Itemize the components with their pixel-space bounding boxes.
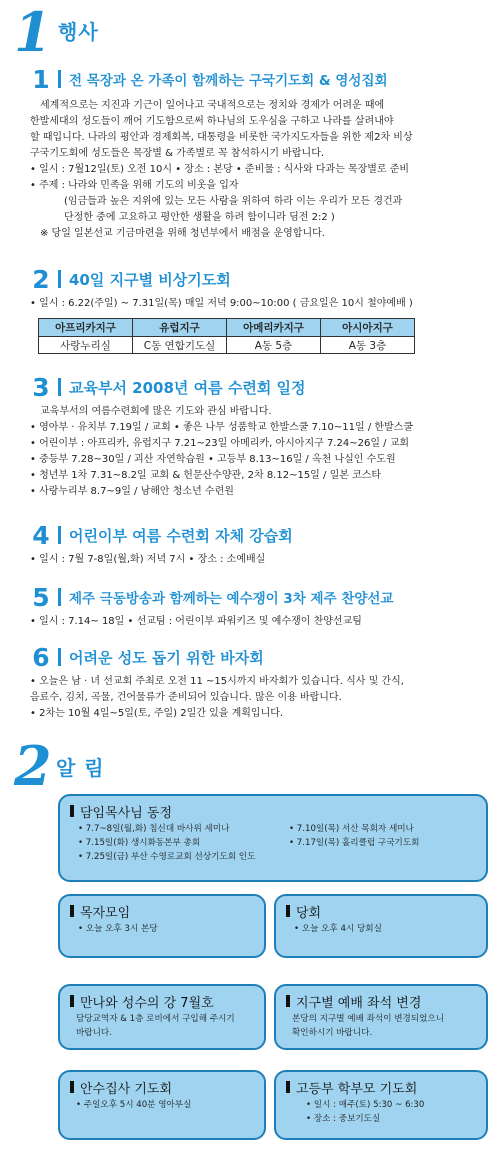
item-number: 1 xyxy=(32,64,50,94)
box-title: 만나와 성수의 강 7월호 xyxy=(80,995,214,1011)
box-bar xyxy=(70,995,74,1007)
box-line: 담당교역자 & 1층 로비에서 구입해 주시기 xyxy=(76,1014,235,1024)
detail-line: • 일시 : 7월12일(토) 오전 10시 • 장소 : 본당 • 준비물 : 식사와 다과는 목장별로 준비 xyxy=(30,164,410,175)
box-line: • 7.10일(목) 서산 목회자 세미나 xyxy=(289,824,414,834)
detail-line: • 오늘은 남 · 녀 선교회 주최로 오전 11 ~15시까지 바자회가 있습니다. 식사 및 간식, xyxy=(30,676,404,687)
section1-title: 행사 xyxy=(58,20,99,44)
table-cell: A동 3층 xyxy=(321,337,415,354)
box-line: 확인하시기 바랍니다. xyxy=(292,1028,373,1038)
item-bar xyxy=(58,70,61,88)
box-bar xyxy=(286,995,290,1007)
section2-number: 2 xyxy=(14,734,52,798)
verse-line: 단정한 중에 고요하고 평안한 생활을 하려 함이니라 딤전 2:2 ) xyxy=(64,212,335,223)
item-title: 어려운 성도 돕기 위한 바자회 xyxy=(69,648,264,667)
item-number: 3 xyxy=(32,372,50,402)
item-title: 전 목장과 온 가족이 함께하는 구국기도회 & 영성집회 xyxy=(69,73,388,89)
detail-line: • 일시 : 6.22(주일) ~ 7.31일(목) 매일 저녁 9:00~10:00 ( 금요일은 10시 철야예배 ) xyxy=(30,298,413,309)
item-title: 40일 지구별 비상기도회 xyxy=(69,270,231,289)
box-title: 안수집사 기도회 xyxy=(80,1081,173,1097)
item-number: 4 xyxy=(32,520,50,550)
box-title: 고등부 학부모 기도회 xyxy=(296,1081,418,1097)
notice-box-danghoe xyxy=(274,894,488,958)
item-title: 교육부서 2008년 여름 수련회 일정 xyxy=(69,378,306,397)
section1-number: 1 xyxy=(14,0,52,64)
event-item-2 xyxy=(30,266,490,354)
detail-line: • 주제 : 나라와 민족을 위해 기도의 비옷을 입자 xyxy=(30,180,239,191)
body-line: 교육부서의 여름수련회에 많은 기도와 관심 바랍니다. xyxy=(40,406,272,417)
item-bar xyxy=(58,270,61,288)
region-table xyxy=(38,318,415,354)
box-line: • 오늘 오후 3시 본당 xyxy=(78,924,158,934)
box-line: • 장소 : 중보기도실 xyxy=(306,1114,381,1124)
box-line: • 7.25일(금) 부산 수영로교회 선상기도회 인도 xyxy=(78,852,256,862)
body-line: 한발세대의 성도들이 깨어 기도함으로써 하나님의 도우심을 구하고 나라를 살려내야 xyxy=(30,116,394,127)
event-item-1 xyxy=(30,66,490,242)
table-header: 아시아지구 xyxy=(321,319,415,337)
item-title: 제주 극동방송과 함께하는 예수쟁이 3차 제주 찬양선교 xyxy=(69,591,394,607)
box-title: 당회 xyxy=(296,905,322,921)
body-line: 구국기도회에 성도들은 목장별 & 가족별로 꼭 참석하시기 바랍니다. xyxy=(30,148,325,159)
box-title: 지구별 예배 좌석 변경 xyxy=(296,995,422,1011)
body-line: 세계적으로는 지진과 기근이 일어나고 국내적으로는 정치와 경제가 어려운 때에 xyxy=(40,100,385,111)
detail-line: • 2차는 10월 4일~5일(토, 주일) 2일간 있을 계획입니다. xyxy=(30,708,284,719)
section2-title: 알 림 xyxy=(56,756,105,780)
box-line: • 주일오후 5시 40분 영아부실 xyxy=(76,1100,192,1110)
detail-line: • 중등부 7.28~30일 / 괴산 자연학습원 • 고등부 8.13~16일 / 옥천 나실인 수도원 xyxy=(30,454,396,465)
box-line: • 7.7~8일(월,화) 침신대 바사위 세미나 xyxy=(78,824,230,834)
box-line: • 7.15일(화) 생시화동본부 총회 xyxy=(78,838,201,848)
item-number: 6 xyxy=(32,642,50,672)
notice-box-pastor xyxy=(58,794,488,882)
box-line: 본당의 지구별 예배 좌석이 변경되었으니 xyxy=(292,1014,445,1024)
event-item-6 xyxy=(30,644,490,722)
item-number: 2 xyxy=(32,264,50,294)
box-bar xyxy=(70,1081,74,1093)
table-cell: A동 5층 xyxy=(227,337,321,354)
item-number: 5 xyxy=(32,582,50,612)
item-bar xyxy=(58,378,61,396)
item-bar xyxy=(58,526,61,544)
box-line: • 오늘 오후 4시 당회실 xyxy=(294,924,382,934)
event-item-3 xyxy=(30,374,490,500)
box-bar xyxy=(70,905,74,917)
box-bar xyxy=(286,905,290,917)
notice-box-mokja xyxy=(58,894,266,958)
detail-line: • 청년부 1차 7.31~8.2일 교회 & 헌문산수양관, 2차 8.12~15일 / 일본 코스타 xyxy=(30,470,382,481)
detail-line: • 일시 : 7월 7-8일(월,화) 저녁 7시 • 장소 : 소예배실 xyxy=(30,554,266,565)
box-bar xyxy=(70,805,74,817)
detail-line: • 어린이부 : 아프리카, 유럽지구 7.21~23일 아메리카, 아시아지구 7.24~26일 / 교회 xyxy=(30,438,410,449)
detail-line: • 사랑누리부 8.7~9일 / 남해안 청소년 수련원 xyxy=(30,486,234,497)
notice-box-parents xyxy=(274,1070,488,1140)
item-title: 어린이부 여름 수련회 자체 강습회 xyxy=(69,526,293,545)
table-cell: 사랑누리실 xyxy=(39,337,133,354)
notice-box-ansu xyxy=(58,1070,266,1140)
event-item-4 xyxy=(30,522,490,568)
box-title: 담임목사님 동정 xyxy=(80,805,173,821)
detail-line: • 영아부 · 유치부 7.19일 / 교회 • 좋은 나무 성품학교 한발스쿨 7.10~11일 / 한발스쿨 xyxy=(30,422,414,433)
note-line: ※ 당일 일본선교 기금마련을 위해 청년부에서 배점을 운영합니다. xyxy=(40,228,325,239)
verse-line: (임금들과 높은 지위에 있는 모든 사람을 위하여 하라 이는 우리가 모든 경건과 xyxy=(64,196,403,207)
event-item-5 xyxy=(30,584,490,630)
notice-box-seats xyxy=(274,984,488,1050)
table-cell: C동 연합기도실 xyxy=(133,337,227,354)
table-header: 아프리카지구 xyxy=(39,319,133,337)
table-header: 유럽지구 xyxy=(133,319,227,337)
item-bar xyxy=(58,588,61,606)
notice-box-manna xyxy=(58,984,266,1050)
table-header: 아메리카지구 xyxy=(227,319,321,337)
item-bar xyxy=(58,648,61,666)
box-title: 목자모임 xyxy=(80,905,131,921)
detail-line: • 일시 : 7.14~ 18일 • 선교팀 : 어린이부 파워키즈 및 예수쟁이 찬양선교팀 xyxy=(30,616,362,627)
body-line: 할 때입니다. 나라의 평안과 경제회복, 대통령을 비롯한 국가지도자들을 위한 제2차 비상 xyxy=(30,132,413,143)
detail-line: 음료수, 김치, 곡물, 건어물류가 준비되어 있습니다. 많은 이용 바랍니다. xyxy=(30,692,342,703)
box-line: 바랍니다. xyxy=(76,1028,112,1038)
box-line: • 일시 : 매주(토) 5:30 ~ 6:30 xyxy=(306,1100,425,1110)
box-bar xyxy=(286,1081,290,1093)
box-line: • 7.17일(목) 홀리클럽 구국기도회 xyxy=(289,838,420,848)
